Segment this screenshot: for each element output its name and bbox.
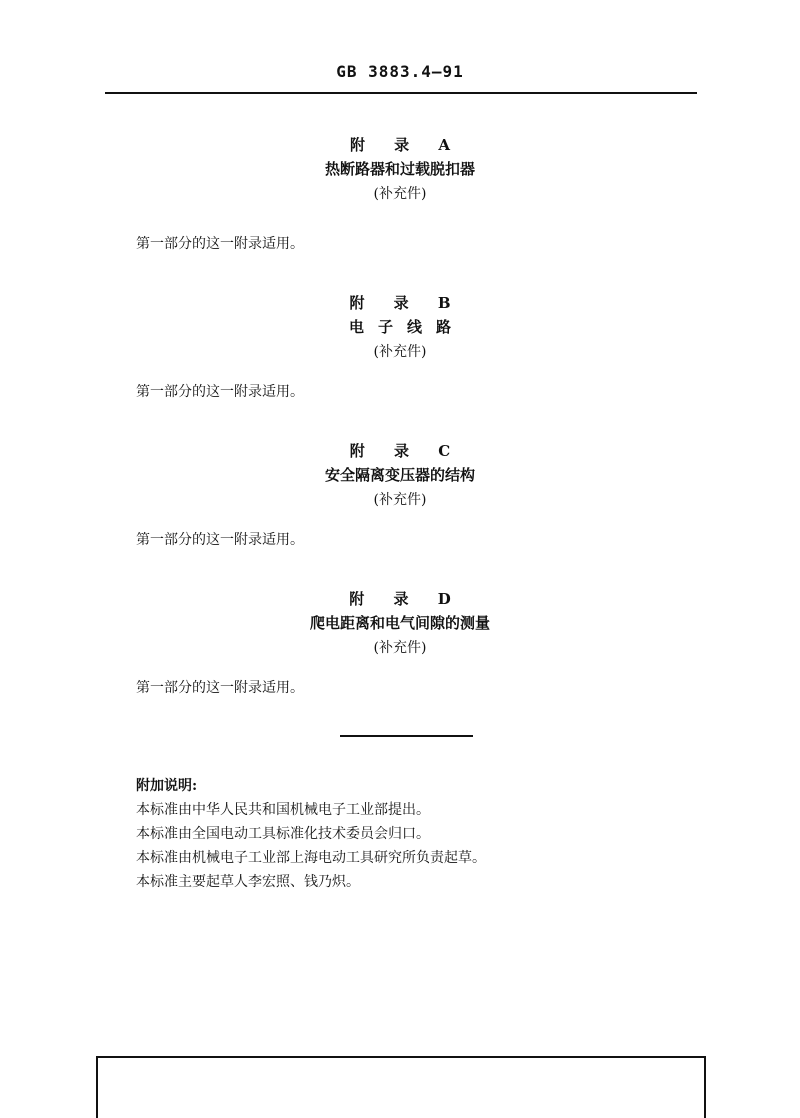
header-rule xyxy=(105,92,697,94)
appendix-c xyxy=(0,440,800,512)
notes-line: 本标准由全国电动工具标准化技术委员会归口。 xyxy=(136,826,430,842)
appendix-d-text: 第一部分的这一附录适用。 xyxy=(136,680,304,696)
standard-code-header: GB 3883.4—91 xyxy=(336,62,464,81)
appendix-subtitle: (补充件) xyxy=(373,492,427,508)
appendix-label: 附 录 A xyxy=(349,136,463,154)
additional-notes xyxy=(136,774,486,894)
appendix-subtitle: (补充件) xyxy=(373,186,427,202)
appendix-a xyxy=(0,134,800,206)
appendix-label: 附 录 C xyxy=(349,442,463,460)
notes-line: 本标准由中华人民共和国机械电子工业部提出。 xyxy=(136,802,430,818)
appendix-d xyxy=(0,588,800,660)
appendix-title: 安全隔离变压器的结构 xyxy=(324,466,475,484)
appendix-subtitle: (补充件) xyxy=(373,344,427,360)
appendix-label: 附 录 B xyxy=(349,294,463,312)
section-divider xyxy=(340,735,473,737)
appendix-title: 热断路器和过载脱扣器 xyxy=(324,160,475,178)
appendix-b-text: 第一部分的这一附录适用。 xyxy=(136,384,304,400)
appendix-b xyxy=(0,292,800,364)
notes-title: 附加说明: xyxy=(136,778,198,794)
notes-line: 本标准由机械电子工业部上海电动工具研究所负责起草。 xyxy=(136,850,486,866)
appendix-subtitle: (补充件) xyxy=(373,640,427,656)
appendix-title: 电子线路 xyxy=(348,318,465,336)
appendix-c-text: 第一部分的这一附录适用。 xyxy=(136,532,304,548)
appendix-a-text: 第一部分的这一附录适用。 xyxy=(136,236,304,252)
notes-line: 本标准主要起草人李宏照、钱乃炽。 xyxy=(136,874,360,890)
appendix-title: 爬电距离和电气间隙的测量 xyxy=(309,614,490,632)
appendix-label: 附 录 D xyxy=(349,590,463,608)
page-border-box xyxy=(96,1056,706,1118)
